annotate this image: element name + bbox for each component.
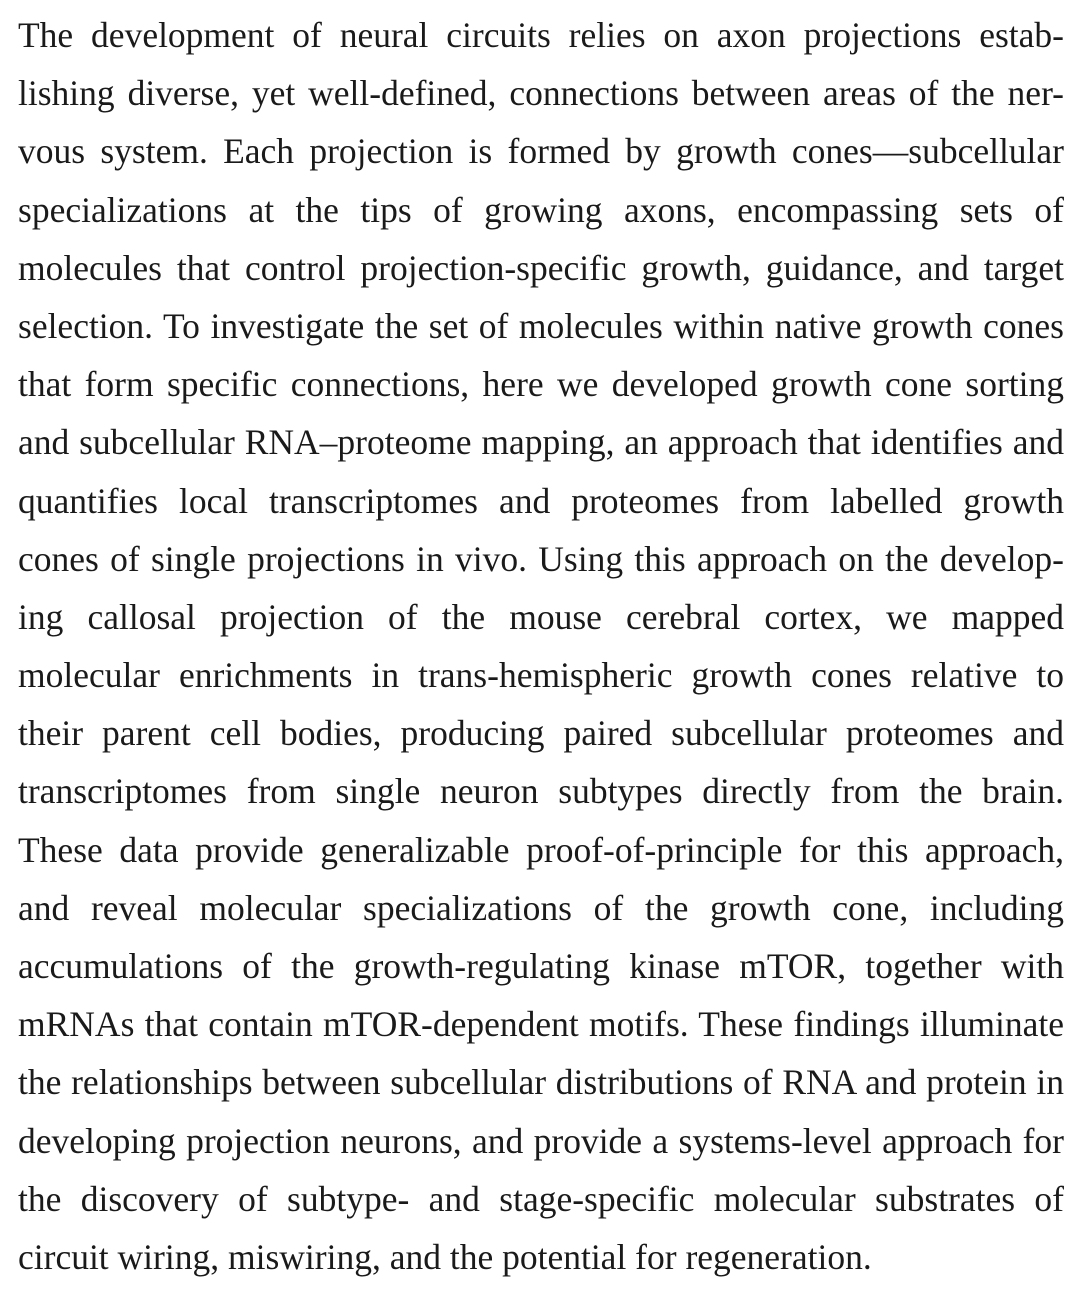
abstract-paragraph [18,6,1064,1286]
text-line: ing callosal projection of the mouse cerebral cortex, we mapped [18,596,1064,637]
text-line: developing projection neurons, and provide a systems-level approach for [18,1120,1064,1161]
text-line: molecules that control projection-specific growth, guidance, and target [18,247,1064,288]
text-line: specializations at the tips of growing axons, encompassing sets of [18,189,1064,230]
text-line: and reveal molecular specializations of the growth cone, including [18,887,1064,928]
text-line: These data provide generalizable proof-of-principle for this approach, [18,829,1064,870]
text-line: molecular enrichments in trans-hemispheric growth cones relative to [18,655,1064,696]
text-line: mRNAs that contain mTOR-dependent motifs. These findings illuminate [18,1004,1064,1045]
text-line: quantifies local transcriptomes and proteomes from labelled growth [18,480,1064,521]
text-line: that form specific connections, here we developed growth cone sorting [18,364,1064,405]
text-line: vous system. Each projection is formed by growth cones—subcellular [18,131,1064,172]
text-line: the discovery of subtype- and stage-specific molecular substrates of [18,1178,1064,1219]
text-line: transcriptomes from single neuron subtypes directly from the brain. [18,771,1064,812]
text-line: The development of neural circuits relies on axon projections estab- [18,15,1064,55]
text-line: and subcellular RNA–proteome mapping, an approach that identifies and [18,422,1064,463]
text-line: the relationships between subcellular distributions of RNA and protein in [18,1062,1064,1103]
text-line: circuit wiring, miswiring, and the potential for regeneration. [18,1236,872,1277]
text-line: their parent cell bodies, producing paired subcellular proteomes and [18,713,1064,754]
text-line: lishing diverse, yet well-defined, connections between areas of the ner- [18,73,1064,114]
text-line: accumulations of the growth-regulating kinase mTOR, together with [18,946,1064,986]
text-line: selection. To investigate the set of molecules within native growth cones [18,305,1064,346]
text-line: cones of single projections in vivo. Using this approach on the develop- [18,538,1064,579]
